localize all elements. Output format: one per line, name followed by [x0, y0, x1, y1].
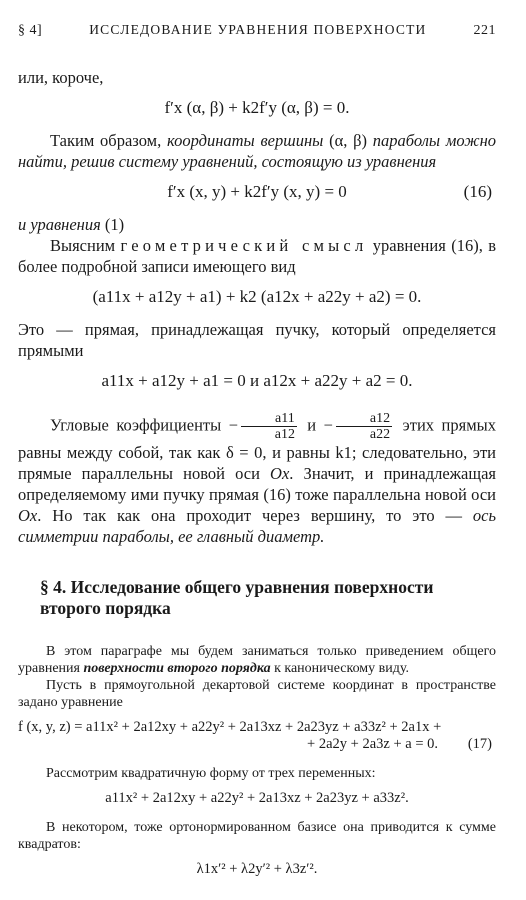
paragraph-quadratic-form: Рассмотрим квадратичную форму от трех переменных:	[46, 766, 376, 781]
text-span: Угловые коэффициенты −	[50, 415, 239, 435]
italic-span: параболы можно найти, решив систему уравнений, состоящую из уравнения	[18, 131, 497, 171]
header-title: ИССЛЕДОВАНИЕ УРАВНЕНИЯ ПОВЕРХНОСТИ	[89, 22, 427, 37]
paragraph-geometric-meaning	[18, 235, 496, 277]
italic-span: Ox	[270, 464, 290, 483]
equation-17-line-2: + 2a2y + 2a3z + a = 0.	[307, 736, 438, 752]
equation-17	[18, 719, 496, 753]
italic-span: ось симметрии параболы, ее главный диаметр.	[18, 506, 496, 546]
text-span: уравнения (16), в более подробной записи имеющего вид	[18, 236, 496, 276]
section-heading: § 4. Исследование общего уравнения поверхности второго порядка	[40, 577, 434, 618]
fraction-denominator: a12	[274, 427, 295, 442]
equation-two-lines: a11x + a12y + a1 = 0 и a12x + a22y + a2 = 0.	[101, 371, 413, 390]
text-span: (α, β)	[323, 131, 373, 150]
bold-italic-span: поверхности второго порядка	[83, 661, 271, 676]
page-number: 221	[473, 23, 496, 38]
italic-span: и уравнения	[18, 215, 101, 234]
paragraph-slopes	[18, 411, 496, 547]
book-page	[18, 22, 496, 886]
equation-17-line-1: f (x, y, z) = a11x² + 2a12xy + a22y² + 2a13xz + 2a23yz + a33z² + 2a1x +	[18, 719, 442, 735]
equation-vertex: f′x (α, β) + k2f′y (α, β) = 0.	[164, 98, 350, 117]
equation-16-body: f′x (x, y) + k2f′y (x, y) = 0	[167, 182, 347, 201]
italic-span: Ox	[18, 506, 38, 525]
fraction-denominator: a22	[369, 427, 391, 442]
text-span: В этом параграфе мы будем заниматься только приведением общего уравнения	[18, 644, 496, 676]
fraction-numerator: a12	[336, 411, 392, 427]
equation-16	[18, 182, 496, 202]
text-span: (1)	[100, 215, 125, 234]
equation-sum-of-squares: λ1x′² + λ2y′² + λ3z′².	[196, 861, 318, 877]
equation-pencil: (a11x + a12y + a1) + k2 (a12x + a22y + a2) = 0.	[92, 287, 422, 306]
fraction-a12-a22	[336, 411, 392, 442]
text-span: Выясним	[50, 236, 121, 255]
running-head	[18, 22, 496, 39]
spaced-span: геометрический смысл	[120, 236, 368, 255]
text-span: . Значит, и принадлежащая определяемому ими пучку прямая (16) тоже параллельна новой оси	[18, 464, 496, 504]
paragraph-vertex-coordinates	[18, 130, 496, 172]
paragraph-orthonormal-basis: В некотором, тоже ортонормированном базисе она приводится к сумме квадратов:	[18, 820, 496, 852]
paragraph-given-equation: Пусть в прямоугольной декартовой системе координат в пространстве задано уравнение	[18, 678, 496, 710]
paragraph-or-shorter: или, короче,	[18, 68, 104, 87]
equation-16-number: (16)	[463, 182, 492, 201]
text-span: этих прямых равны между собой, так как δ = 0, и равны k1; следовательно, эти прямые параллельны новой оси	[18, 415, 496, 483]
paragraph-line-pencil: Это — прямая, принадлежащая пучку, который определяется прямыми	[18, 320, 496, 360]
italic-span: координаты вершины	[166, 131, 324, 150]
fraction-a11-a12	[241, 411, 297, 442]
paragraph-and-equation-1	[18, 214, 496, 235]
text-span: к каноническому виду.	[270, 661, 409, 676]
text-span: Таким образом,	[50, 131, 167, 150]
paragraph-section-intro	[18, 643, 496, 677]
text-span: и −	[299, 415, 333, 435]
equation-17-number: (17)	[467, 736, 492, 752]
text-span: . Но так как она проходит через вершину, то это —	[37, 506, 473, 525]
fraction-numerator: a11	[241, 411, 297, 427]
header-section: § 4]	[18, 23, 43, 38]
equation-quadratic-form: a11x² + 2a12xy + a22y² + 2a13xz + 2a23yz + a33z².	[105, 790, 409, 806]
